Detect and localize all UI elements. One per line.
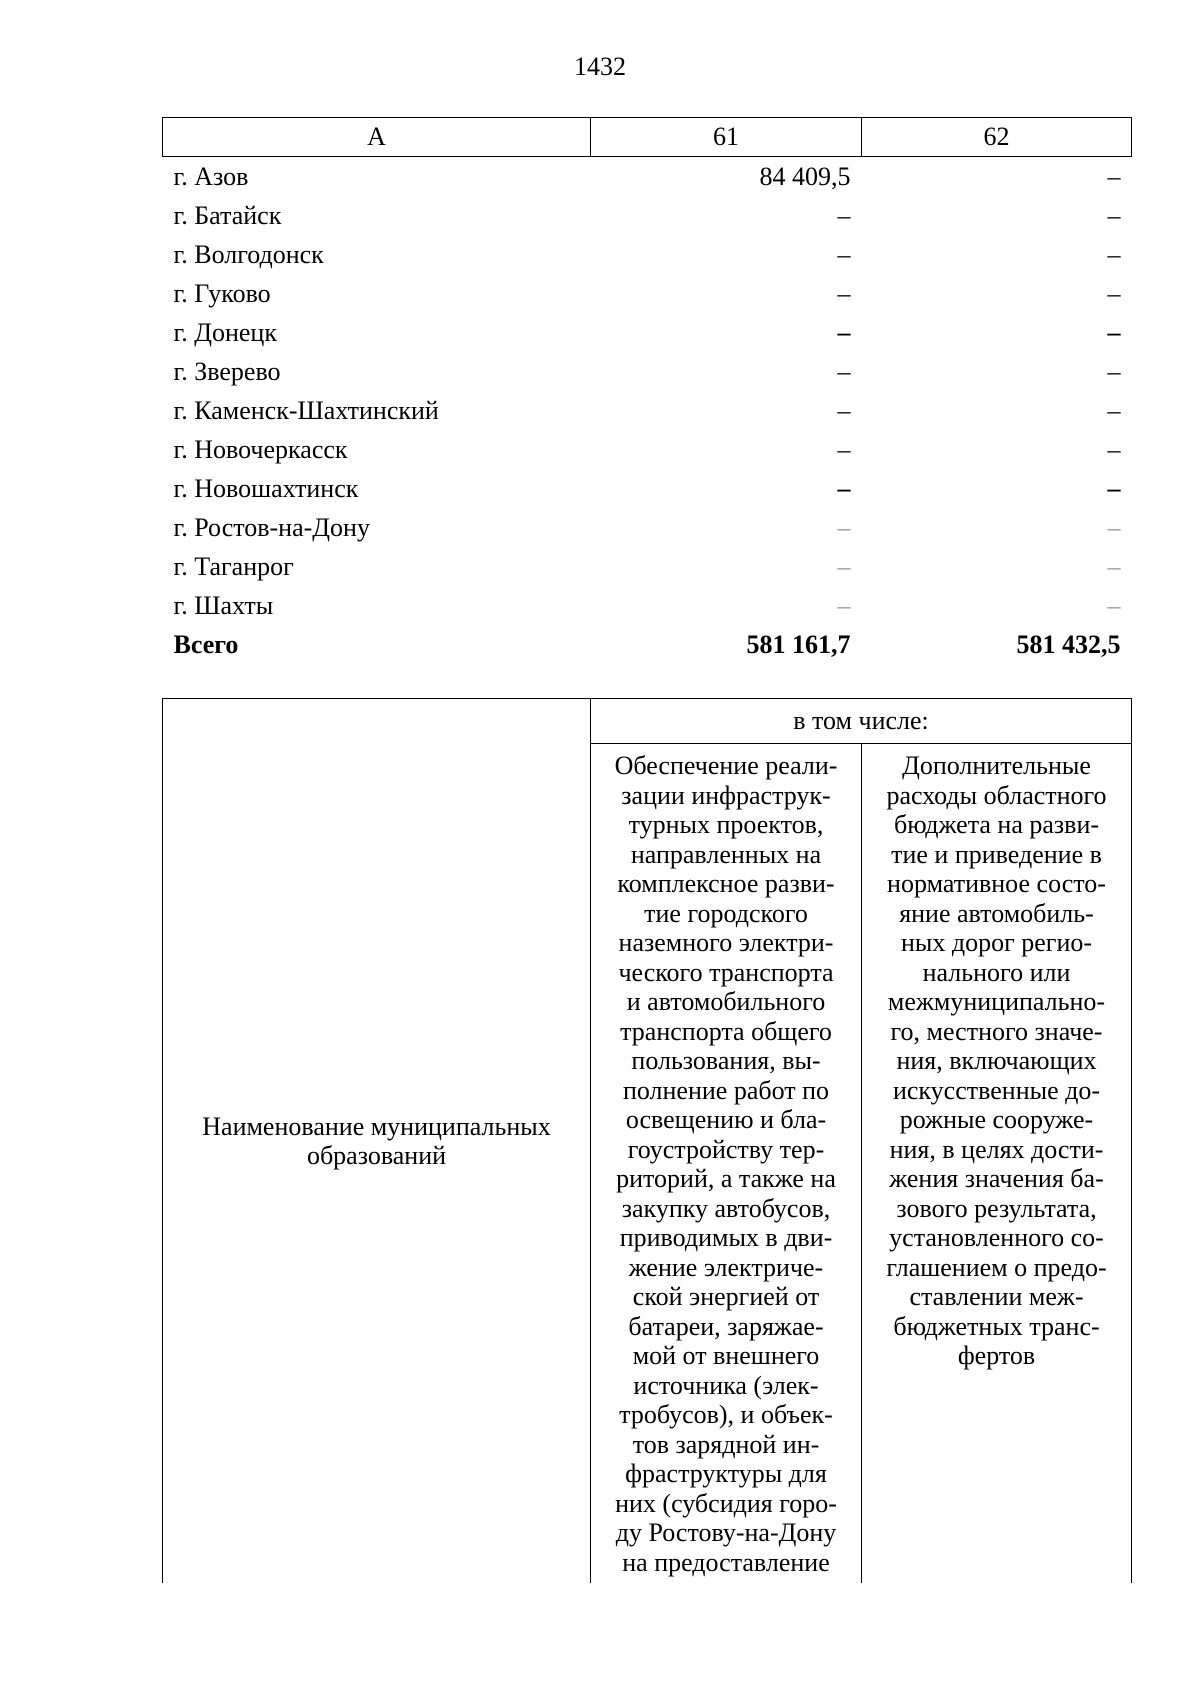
description-line: них (субсидия горо- (615, 1488, 837, 1518)
table-row (163, 352, 1132, 391)
total-row (163, 625, 1132, 664)
header-col-62: 62 (862, 118, 1132, 157)
row-value-62: – (1107, 512, 1121, 542)
header-col-61: 61 (591, 118, 862, 157)
row-name: г. Новочеркасск (173, 434, 348, 464)
column-62-description (862, 744, 1132, 1584)
row-value-61: – (837, 200, 851, 230)
row-value-62: – (1107, 239, 1121, 269)
row-name: г. Гуково (173, 278, 271, 308)
description-line: тов зарядной ин- (632, 1429, 820, 1459)
description-line: Дополнительные (902, 751, 1091, 780)
row-value-61: – (837, 395, 851, 425)
table-row (163, 235, 1132, 274)
description-line: батареи, заряжае- (628, 1311, 824, 1341)
row-name: г. Волгодонск (173, 239, 324, 269)
row-value-61: – (837, 278, 851, 308)
table-row (163, 508, 1132, 547)
description-line: направленных на (630, 839, 822, 869)
description-line: и автомобильного (626, 987, 826, 1016)
row-name: г. Новошахтинск (173, 473, 359, 503)
description-line: Обеспечение реали- (614, 751, 838, 780)
description-line: приводимых в дви- (619, 1223, 833, 1252)
description-line: рожные сооруже- (899, 1105, 1094, 1134)
description-line: го, местного значе- (890, 1016, 1103, 1046)
description-line: бюджета на разви- (893, 810, 1100, 839)
description-line: тробусов), и объек- (619, 1400, 833, 1429)
description-line: турных проектов, (628, 810, 824, 839)
row-value-62: – (1107, 434, 1121, 464)
table-row (163, 469, 1132, 508)
total-value-62: 581 432,5 (1016, 629, 1121, 659)
row-value-62: – (1107, 161, 1121, 191)
row-value-62: – (1107, 395, 1121, 425)
description-line: ния, включающих (896, 1046, 1097, 1075)
column-description-table (162, 698, 1132, 1583)
column-61-description (591, 744, 862, 1584)
description-line: зового результата, (896, 1193, 1097, 1223)
row-value-61: – (837, 434, 851, 464)
row-name: г. Шахты (173, 590, 274, 620)
description-line: источника (элек- (633, 1370, 819, 1400)
description-line: транспорта общего (620, 1016, 832, 1046)
description-line: закупку автобусов, (621, 1193, 831, 1223)
description-line: ду Ростову-на-Дону (615, 1518, 837, 1547)
description-line: жения значения ба- (889, 1164, 1104, 1193)
description-line: комплексное разви- (617, 869, 835, 898)
description-line: ных дорог регио- (900, 928, 1093, 957)
row-value-61: – (837, 317, 851, 347)
row-value-61: 84 409,5 (759, 161, 851, 191)
row-name: г. Таганрог (173, 551, 294, 581)
row-name: г. Донецк (173, 317, 277, 347)
row-value-61: – (837, 590, 851, 620)
table-row (163, 430, 1132, 469)
description-line: фраструктуры для (625, 1459, 827, 1488)
row-value-61: – (837, 473, 851, 503)
row-value-62: – (1107, 200, 1121, 230)
row-name: г. Ростов-на-Дону (173, 512, 370, 542)
description-line: межмуниципально- (887, 987, 1106, 1016)
description-line: установленного со- (889, 1223, 1104, 1252)
description-line: ния, в целях дости- (889, 1134, 1104, 1164)
table-body (163, 157, 1132, 665)
row-value-61: – (837, 551, 851, 581)
description-line: наземного электри- (618, 928, 834, 957)
including-header: в том числе: (591, 699, 1132, 744)
table-row (163, 547, 1132, 586)
row-value-62: – (1107, 473, 1121, 503)
description-line: гоустройству тер- (627, 1134, 825, 1164)
description-line: бюджетных транс- (893, 1311, 1100, 1341)
description-line: тие городского (644, 898, 808, 928)
description-line: нормативное состо- (887, 869, 1106, 898)
column-61-lines (599, 751, 853, 1577)
description-line: на предоставление (622, 1547, 830, 1577)
table-row (163, 157, 1132, 197)
row-value-62: – (1107, 278, 1121, 308)
column-62-lines (870, 751, 1123, 1371)
description-line: ставлении меж- (909, 1282, 1084, 1311)
description-line: тие и приведение в (891, 839, 1102, 869)
budget-table (162, 117, 1132, 664)
row-value-62: – (1107, 317, 1121, 347)
table-row (163, 196, 1132, 235)
description-line: жение электриче- (628, 1252, 824, 1282)
description-line: нального или (922, 957, 1071, 987)
table-header-row (163, 118, 1132, 157)
total-label: Всего (173, 629, 239, 659)
row-value-62: – (1107, 590, 1121, 620)
description-line: глашением о предо- (886, 1252, 1107, 1282)
row-value-61: – (837, 239, 851, 269)
row-value-62: – (1107, 356, 1121, 386)
row-name: г. Каменск-Шахтинский (173, 395, 439, 425)
total-value-61: 581 161,7 (746, 629, 851, 659)
table-row (163, 313, 1132, 352)
row-value-61: – (837, 512, 851, 542)
table-row (163, 274, 1132, 313)
description-line: пользования, вы- (631, 1046, 821, 1075)
description-line: расходы областного (886, 780, 1107, 810)
page-number: 1432 (574, 52, 626, 81)
table-row (163, 391, 1132, 430)
description-line: зации инфраструк- (621, 780, 831, 810)
description-line: искусственные до- (892, 1075, 1101, 1105)
table-row (163, 586, 1132, 625)
row-value-62: – (1107, 551, 1121, 581)
description-line: яние автомобиль- (899, 898, 1094, 928)
description-line: фертов (957, 1341, 1036, 1370)
row-name: г. Батайск (173, 200, 282, 230)
row-name: г. Азов (173, 161, 249, 191)
row-value-61: – (837, 356, 851, 386)
description-header-row (163, 699, 1132, 744)
description-line: мой от внешнего (632, 1341, 820, 1370)
row-name: г. Зверево (173, 356, 281, 386)
description-line: ческого транспорта (618, 957, 834, 987)
description-line: освещению и бла- (625, 1105, 827, 1134)
header-col-a: А (163, 118, 591, 157)
municipality-column-header: Наименование муниципальных образований (163, 699, 591, 1584)
description-line: полнение работ по (622, 1075, 830, 1105)
description-line: риторий, а также на (616, 1164, 836, 1193)
description-line: ской энергией от (632, 1282, 820, 1311)
